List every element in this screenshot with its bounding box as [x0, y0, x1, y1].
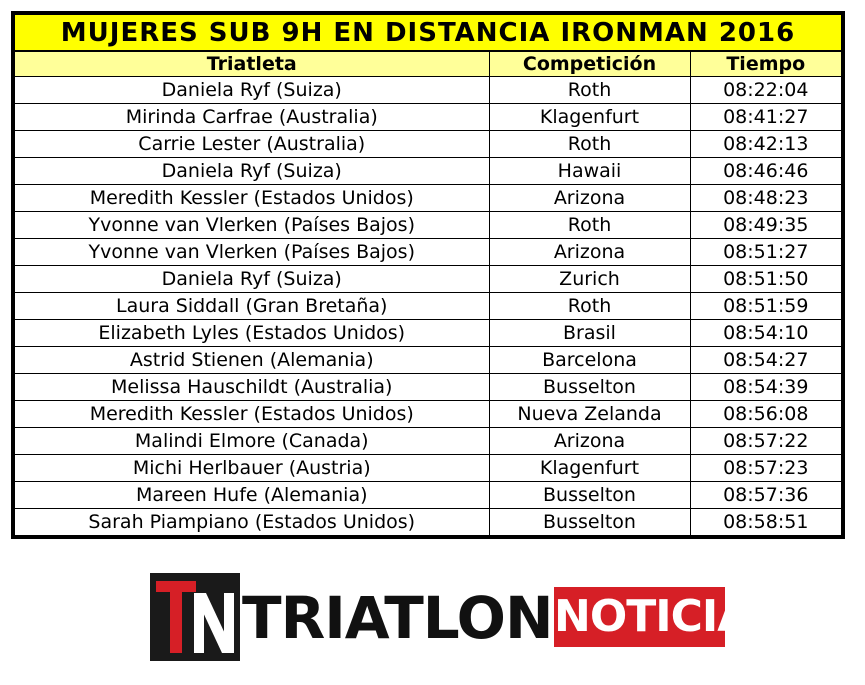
- results-table: [15, 52, 841, 535]
- cell-triatleta: Malindi Elmore (Canada): [15, 428, 489, 455]
- cell-tiempo: 08:56:08: [690, 401, 841, 428]
- column-header-competicion: Competición: [489, 52, 690, 77]
- cell-competicion: Zurich: [489, 266, 690, 293]
- cell-tiempo: 08:51:59: [690, 293, 841, 320]
- cell-competicion: Brasil: [489, 320, 690, 347]
- cell-tiempo: 08:58:51: [690, 509, 841, 536]
- header-row: [15, 52, 841, 77]
- cell-tiempo: 08:46:46: [690, 158, 841, 185]
- table-row: [15, 212, 841, 239]
- cell-triatleta: Melissa Hauschildt (Australia): [15, 374, 489, 401]
- cell-triatleta: Elizabeth Lyles (Estados Unidos): [15, 320, 489, 347]
- cell-competicion: Busselton: [489, 509, 690, 536]
- cell-triatleta: Meredith Kessler (Estados Unidos): [15, 185, 489, 212]
- cell-tiempo: 08:41:27: [690, 104, 841, 131]
- table-row: [15, 428, 841, 455]
- cell-tiempo: 08:54:10: [690, 320, 841, 347]
- table-row: [15, 131, 841, 158]
- cell-tiempo: 08:57:22: [690, 428, 841, 455]
- cell-competicion: Arizona: [489, 239, 690, 266]
- table-row: [15, 158, 841, 185]
- cell-competicion: Arizona: [489, 428, 690, 455]
- cell-tiempo: 08:48:23: [690, 185, 841, 212]
- cell-tiempo: 08:42:13: [690, 131, 841, 158]
- cell-tiempo: 08:49:35: [690, 212, 841, 239]
- cell-tiempo: 08:22:04: [690, 77, 841, 104]
- cell-triatleta: Laura Siddall (Gran Bretaña): [15, 293, 489, 320]
- table-row: [15, 185, 841, 212]
- cell-competicion: Klagenfurt: [489, 455, 690, 482]
- table-row: [15, 239, 841, 266]
- cell-competicion: Roth: [489, 293, 690, 320]
- cell-triatleta: Yvonne van Vlerken (Países Bajos): [15, 239, 489, 266]
- table-row: [15, 320, 841, 347]
- table-row: [15, 347, 841, 374]
- table-row: [15, 104, 841, 131]
- cell-competicion: Roth: [489, 212, 690, 239]
- cell-competicion: Arizona: [489, 185, 690, 212]
- column-header-tiempo: Tiempo: [690, 52, 841, 77]
- cell-competicion: Busselton: [489, 374, 690, 401]
- table-body: [15, 77, 841, 536]
- cell-competicion: Roth: [489, 77, 690, 104]
- logo-word-triatlon: TRIATLON: [242, 584, 553, 652]
- table-row: [15, 455, 841, 482]
- cell-competicion: Barcelona: [489, 347, 690, 374]
- cell-triatleta: Daniela Ryf (Suiza): [15, 77, 489, 104]
- table-title: MUJERES SUB 9H EN DISTANCIA IRONMAN 2016: [15, 15, 841, 52]
- table-row: [15, 374, 841, 401]
- cell-triatleta: Daniela Ryf (Suiza): [15, 158, 489, 185]
- cell-triatleta: Carrie Lester (Australia): [15, 131, 489, 158]
- cell-competicion: Nueva Zelanda: [489, 401, 690, 428]
- cell-triatleta: Meredith Kessler (Estados Unidos): [15, 401, 489, 428]
- table-row: [15, 293, 841, 320]
- cell-competicion: Hawaii: [489, 158, 690, 185]
- cell-tiempo: 08:51:50: [690, 266, 841, 293]
- logo-word-noticias: NOTICIAS: [554, 587, 725, 647]
- table-row: [15, 401, 841, 428]
- column-header-triatleta: Triatleta: [15, 52, 489, 77]
- cell-competicion: Klagenfurt: [489, 104, 690, 131]
- cell-triatleta: Mirinda Carfrae (Australia): [15, 104, 489, 131]
- results-table-container: [11, 11, 845, 539]
- table-row: [15, 266, 841, 293]
- cell-triatleta: Michi Herlbauer (Austria): [15, 455, 489, 482]
- tn-logo-mark: [150, 573, 240, 661]
- cell-tiempo: 08:54:39: [690, 374, 841, 401]
- table-row: [15, 482, 841, 509]
- cell-triatleta: Mareen Hufe (Alemania): [15, 482, 489, 509]
- cell-competicion: Busselton: [489, 482, 690, 509]
- cell-competicion: Roth: [489, 131, 690, 158]
- table-row: [15, 77, 841, 104]
- table-row: [15, 509, 841, 536]
- cell-triatleta: Sarah Piampiano (Estados Unidos): [15, 509, 489, 536]
- cell-triatleta: Yvonne van Vlerken (Países Bajos): [15, 212, 489, 239]
- cell-tiempo: 08:57:23: [690, 455, 841, 482]
- cell-tiempo: 08:54:27: [690, 347, 841, 374]
- triatlon-noticias-logo: [150, 573, 782, 661]
- cell-triatleta: Daniela Ryf (Suiza): [15, 266, 489, 293]
- cell-tiempo: 08:51:27: [690, 239, 841, 266]
- cell-triatleta: Astrid Stienen (Alemania): [15, 347, 489, 374]
- cell-tiempo: 08:57:36: [690, 482, 841, 509]
